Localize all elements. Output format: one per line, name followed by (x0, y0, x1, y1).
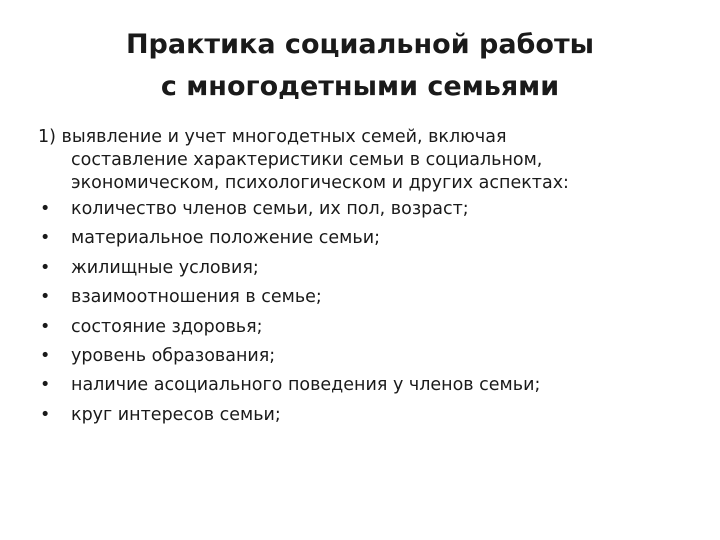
list-item-text: материальное положение семьи; (71, 228, 380, 249)
list-item (38, 254, 688, 283)
list-item-text: круг интересов семьи; (71, 404, 281, 425)
bullet-icon: • (40, 404, 51, 425)
title-line-2: с многодетными семьями (160, 71, 560, 102)
list-item-text: состояние здоровья; (71, 316, 263, 337)
slide-title (60, 24, 660, 108)
list-item (38, 342, 688, 371)
title-line-1: Практика социальной работы (125, 29, 595, 60)
slide-content (38, 126, 688, 430)
list-item (38, 195, 688, 224)
intro-line-1: 1) выявление и учет многодетных семей, включая (38, 127, 507, 147)
bullet-icon: • (40, 345, 51, 366)
intro-line-3: экономическом, психологическом и других аспектах: (71, 173, 569, 193)
intro-line-2: составление характеристики семьи в социальном, (71, 150, 543, 170)
list-item-text: взаимоотношения в семье; (71, 287, 322, 308)
bullet-icon: • (40, 257, 51, 278)
list-item (38, 401, 688, 430)
bullet-icon: • (40, 287, 51, 308)
bullet-icon: • (40, 199, 51, 219)
list-item (38, 371, 688, 400)
intro-paragraph (38, 126, 688, 195)
list-item-text: уровень образования; (71, 345, 276, 366)
list-item-text: наличие асоциального поведения у членов семьи; (71, 375, 541, 396)
bullet-icon: • (40, 228, 51, 249)
list-item-text: жилищные условия; (71, 257, 259, 278)
list-item (38, 224, 688, 253)
bullet-icon: • (40, 375, 51, 396)
bullet-list (38, 195, 688, 430)
list-item (38, 283, 688, 312)
list-item (38, 313, 688, 342)
bullet-icon: • (40, 316, 51, 337)
list-item-text: количество членов семьи, их пол, возраст; (71, 199, 469, 219)
